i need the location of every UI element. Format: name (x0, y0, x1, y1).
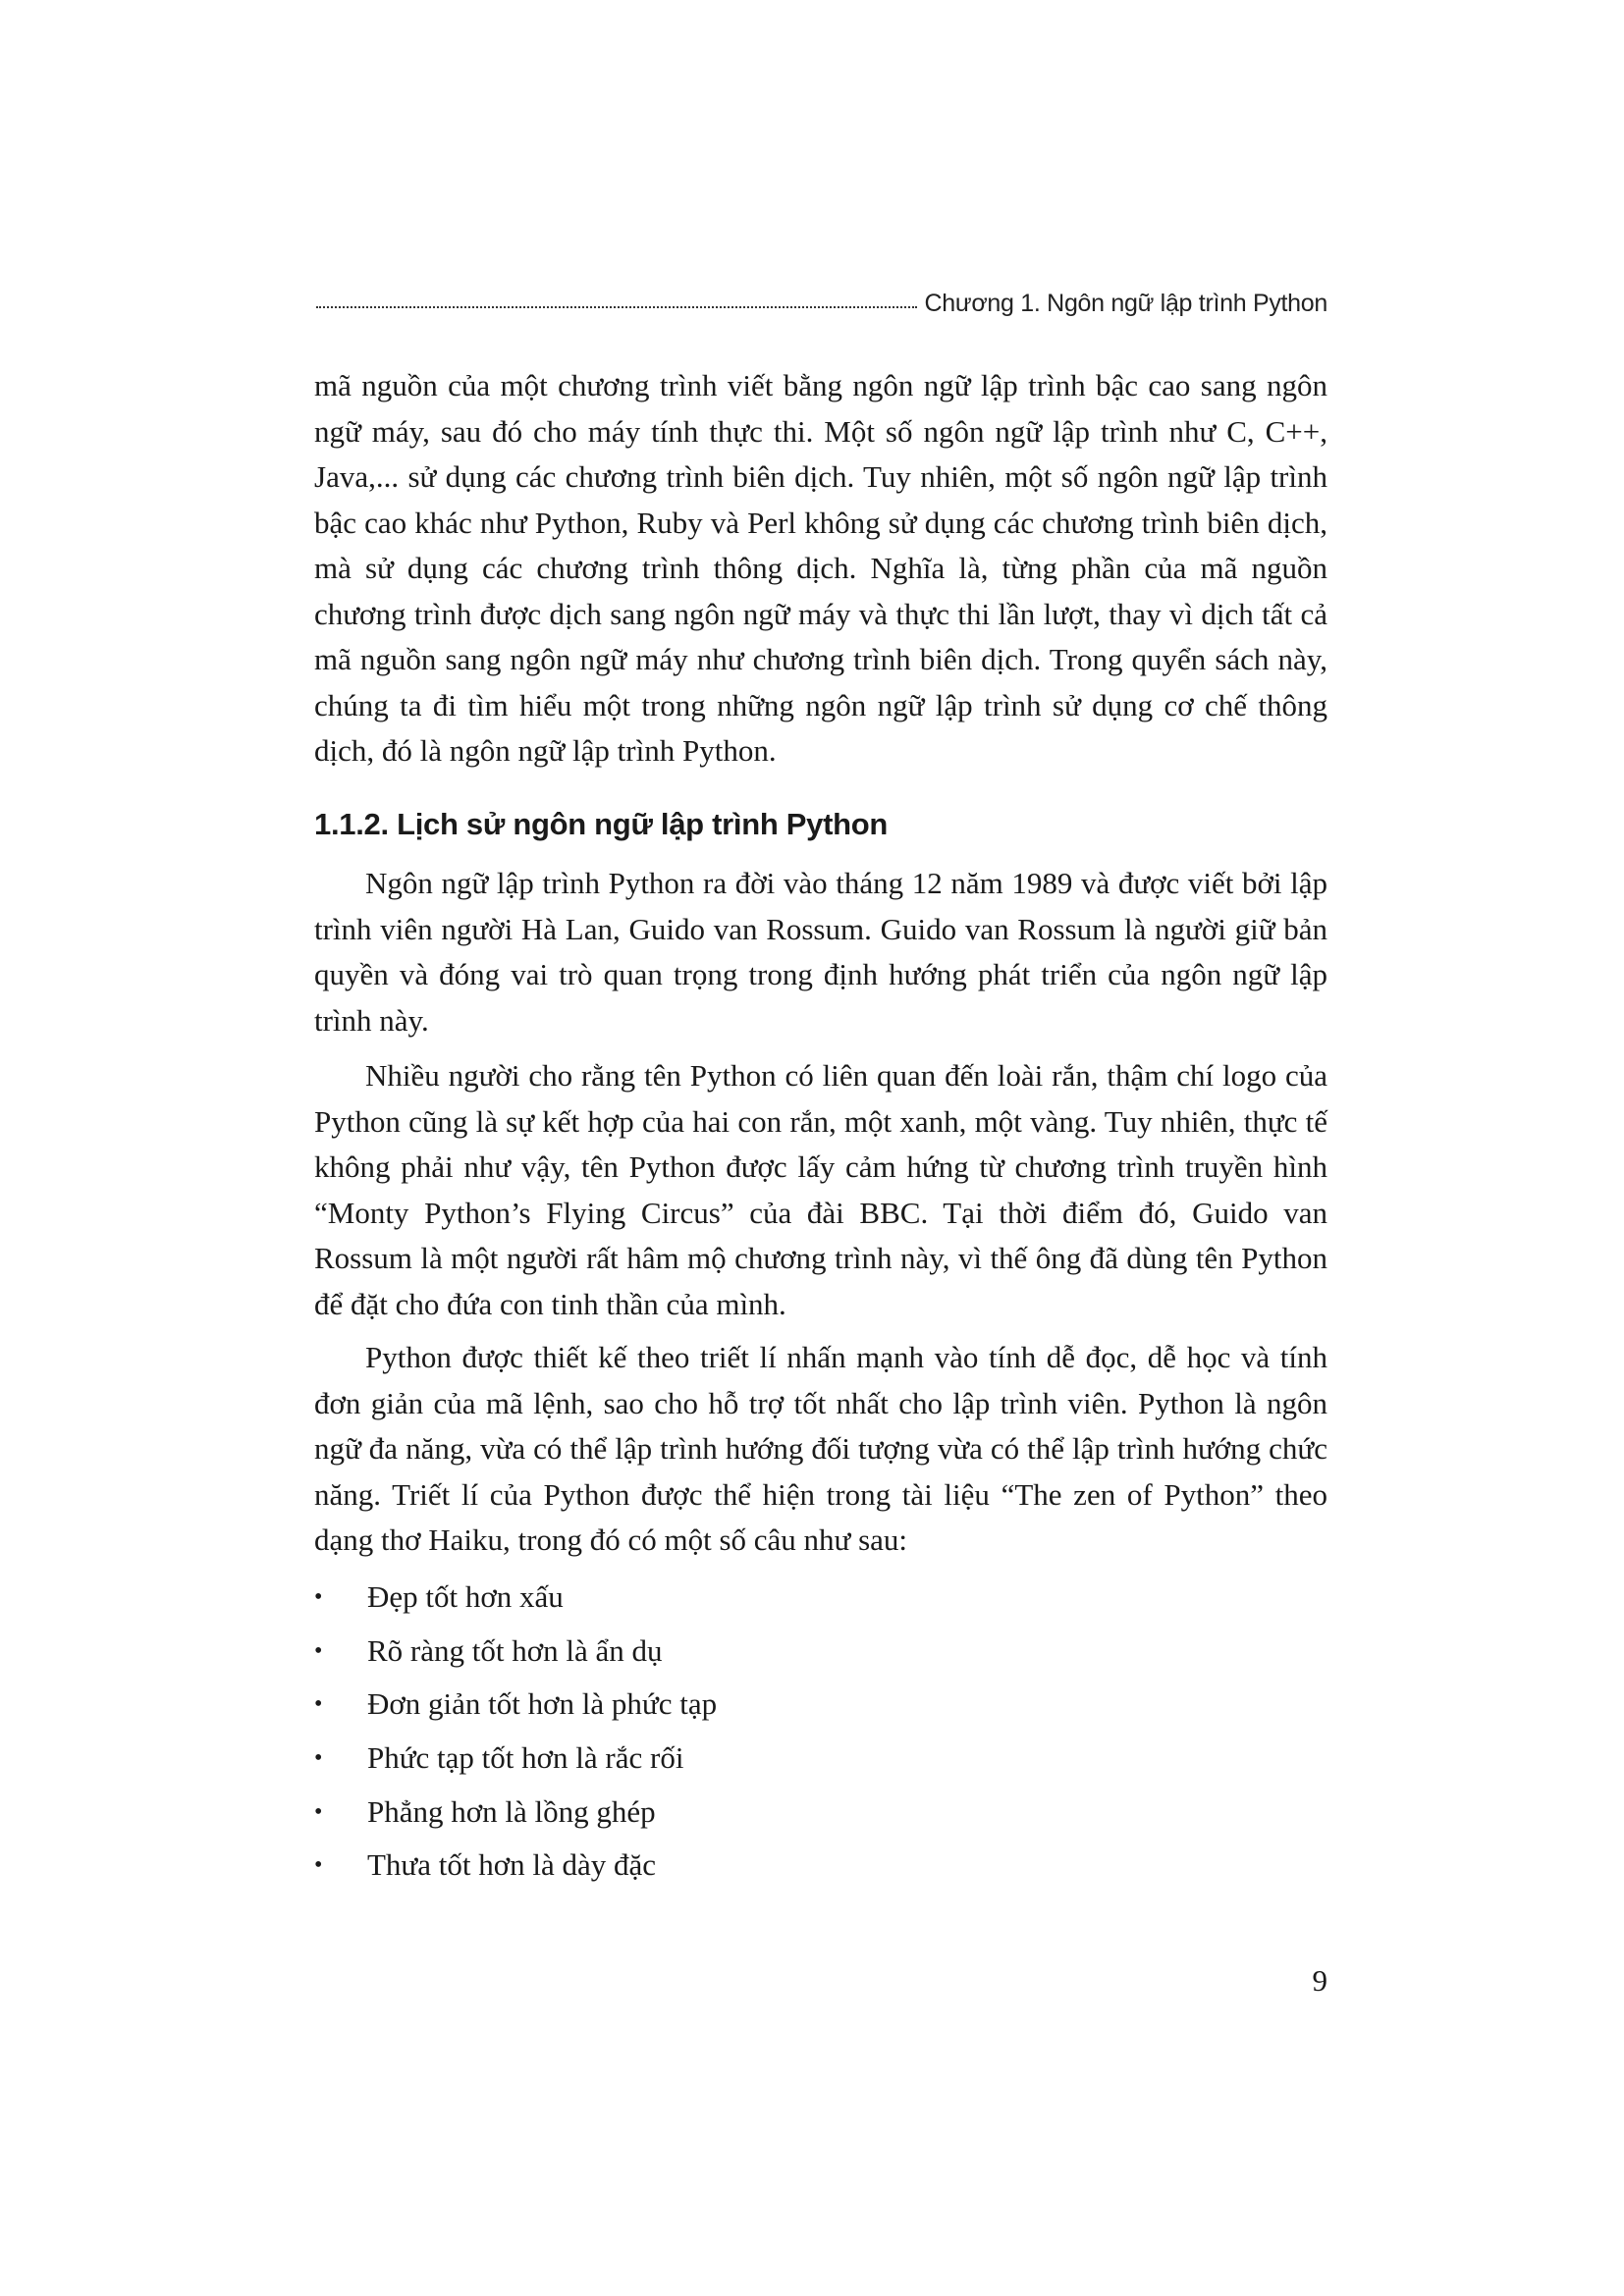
section-heading: 1.1.2. Lịch sử ngôn ngữ lập trình Python (314, 807, 889, 841)
list-item (314, 1732, 1327, 1786)
running-header (316, 279, 1327, 318)
list-item (314, 1571, 1327, 1625)
paragraph-python-philosophy: Python được thiết kế theo triết lí nhấn mạnh vào tính dễ đọc, dễ học và tính đơn giản của mã lệnh, sao cho hỗ trợ tốt nhất cho lập trình viên. Python là ngôn ngữ đa năng, vừa có thể lập trình hướng đối tượng vừa có thể lập trình hướng chức năng. Triết lí của Python được thể hiện trong tài liệu “The zen of Python” theo dạng thơ Haiku, trong đó có một số câu như sau: (314, 1340, 1327, 1557)
page-number: 9 (1312, 1963, 1327, 1998)
bullet-icon: • (314, 1745, 323, 1772)
bullet-icon: • (314, 1798, 323, 1825)
chapter-title: Chương 1. Ngôn ngữ lập trình Python (924, 290, 1327, 317)
bullet-icon: • (314, 1584, 323, 1611)
header-dotted-leader (316, 306, 917, 308)
paragraph-python-origin: Ngôn ngữ lập trình Python ra đời vào tháng 12 năm 1989 và được viết bởi lập trình viên người Hà Lan, Guido van Rossum. Guido van Rossum là người giữ bản quyền và đóng vai trò quan trọng trong định hướng phát triển của ngôn ngữ lập trình này. (314, 866, 1327, 1038)
list-item-text: Đẹp tốt hơn xấu (367, 1579, 564, 1615)
list-item-text: Phẳng hơn là lồng ghép (367, 1793, 656, 1829)
bullet-icon: • (314, 1691, 323, 1718)
list-item (314, 1625, 1327, 1679)
list-item-text: Phức tạp tốt hơn là rắc rối (367, 1740, 684, 1776)
paragraph-python-name: Nhiều người cho rằng tên Python có liên quan đến loài rắn, thậm chí logo của Python cũng là sự kết hợp của hai con rắn, một xanh, một vàng. Tuy nhiên, thực tế không phải như vậy, tên Python được lấy cảm hứng từ chương trình truyền hình “Monty Python’s Flying Circus” của đài BBC. Tại thời điểm đó, Guido van Rossum là một người rất hâm mộ chương trình này, vì thế ông đã dùng tên Python để đặt cho đứa con tinh thần của mình. (314, 1058, 1327, 1321)
list-item-text: Rõ ràng tốt hơn là ẩn dụ (367, 1632, 663, 1668)
zen-of-python-list (314, 1571, 1327, 1893)
bullet-icon: • (314, 1637, 323, 1664)
list-item-text: Thưa tốt hơn là dày đặc (367, 1847, 657, 1883)
list-item (314, 1678, 1327, 1732)
bullet-icon: • (314, 1852, 323, 1879)
list-item (314, 1839, 1327, 1893)
paragraph-intro-continued: mã nguồn của một chương trình viết bằng ngôn ngữ lập trình bậc cao sang ngôn ngữ máy, sau đó cho máy tính thực thi. Một số ngôn ngữ lập trình như C, C++, Java,... sử dụng các chương trình biên dịch. Tuy nhiên, một số ngôn ngữ lập trình bậc cao khác như Python, Ruby và Perl không sử dụng các chương trình biên dịch, mà sử dụng các chương trình thông dịch. Nghĩa là, từng phần của mã nguồn chương trình được dịch sang ngôn ngữ máy và thực thi lần lượt, thay vì dịch tất cả mã nguồn sang ngôn ngữ máy như chương trình biên dịch. Trong quyển sách này, chúng ta đi tìm hiểu một trong những ngôn ngữ lập trình sử dụng cơ chế thông dịch, đó là ngôn ngữ lập trình Python. (314, 368, 1327, 768)
list-item-text: Đơn giản tốt hơn là phức tạp (367, 1686, 718, 1722)
list-item (314, 1785, 1327, 1839)
